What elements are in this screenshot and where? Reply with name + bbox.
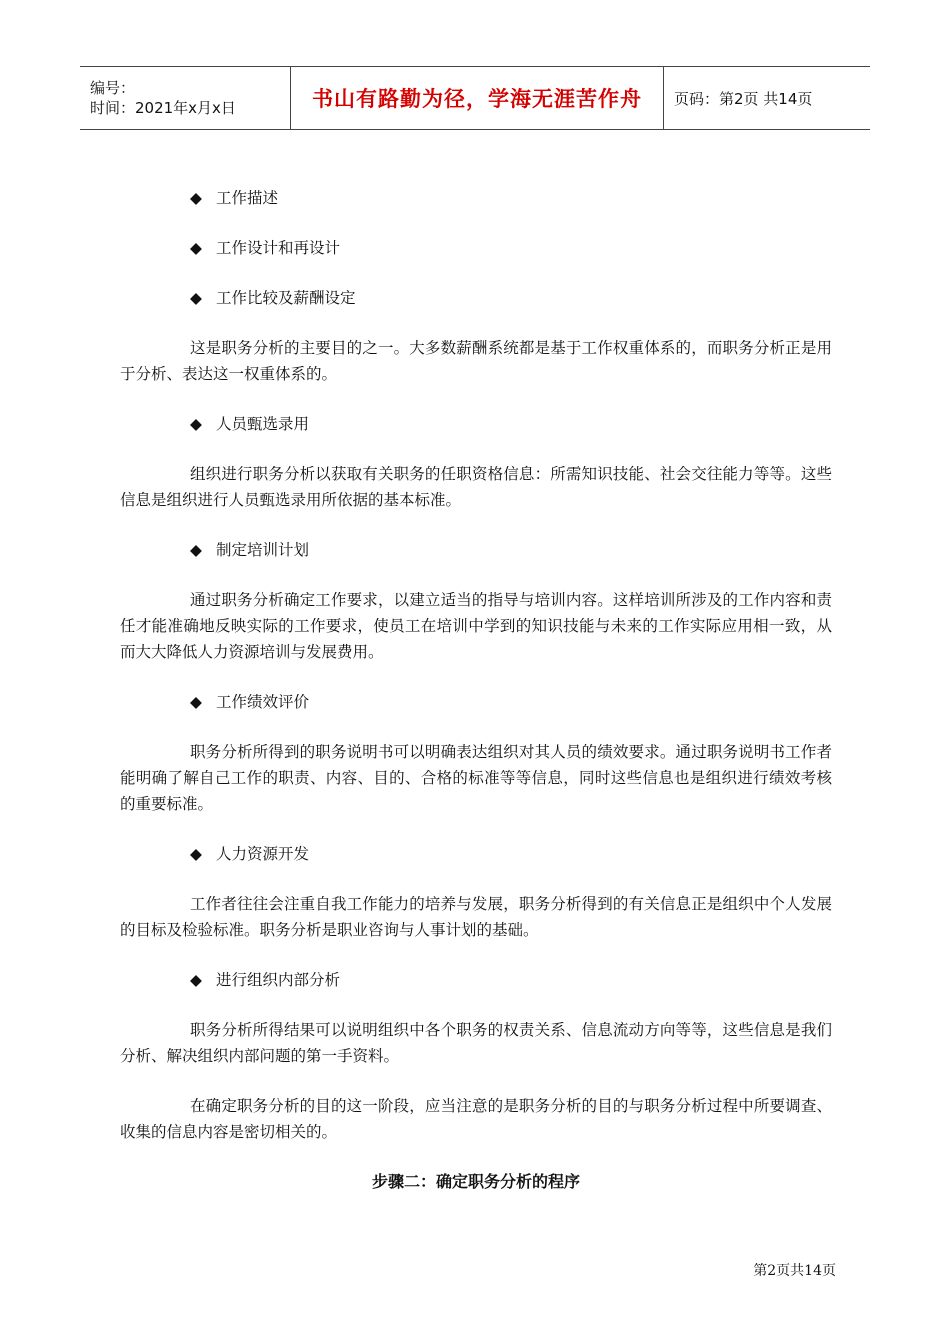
paragraph: 职务分析所得到的职务说明书可以明确表达组织对其人员的绩效要求。通过职务说明书工作者能明确了解自己工作的职责、内容、目的、合格的标准等等信息，同时这些信息也是组织进行绩效考核的重要标准。 [120,743,832,813]
header-number: 编号： [90,79,136,97]
page-header [80,66,870,130]
diamond-bullet-icon: ◆ [190,541,202,559]
bullet-text: 进行组织内部分析 [216,971,341,989]
header-page-cell [664,67,870,129]
bullet-item [120,841,832,867]
bullet-item [120,285,832,311]
bullet-item [120,235,832,261]
bullet-text: 工作比较及薪酬设定 [216,289,356,307]
bullet-item [120,411,832,437]
bullet-text: 工作描述 [216,189,279,207]
document-body [120,185,832,1192]
bullet-text: 制定培训计划 [216,541,310,559]
diamond-bullet-icon: ◆ [190,189,202,207]
bullet-text: 人力资源开发 [216,845,310,863]
diamond-bullet-icon: ◆ [190,845,202,863]
paragraph: 职务分析所得结果可以说明组织中各个职务的权责关系、信息流动方向等等，这些信息是我们分析、解决组织内部问题的第一手资料。 [120,1021,832,1065]
bullet-item [120,689,832,715]
paragraph: 通过职务分析确定工作要求，以建立适当的指导与培训内容。这样培训所涉及的工作内容和责任才能准确地反映实际的工作要求，使员工在培训中学到的知识技能与未来的工作实际应用相一致，从而大大降低人力资源培训与发展费用。 [120,591,832,661]
diamond-bullet-icon: ◆ [190,693,202,711]
page-footer: 第2页共14页 [753,1263,836,1279]
paragraph: 在确定职务分析的目的这一阶段，应当注意的是职务分析的目的与职务分析过程中所要调查、收集的信息内容是密切相关的。 [120,1097,832,1141]
bullet-text: 人员甄选录用 [216,415,310,433]
paragraph: 组织进行职务分析以获取有关职务的任职资格信息：所需知识技能、社会交往能力等等。这些信息是组织进行人员甄选录用所依据的基本标准。 [120,465,832,509]
bullet-item [120,967,832,993]
paragraph: 这是职务分析的主要目的之一。大多数薪酬系统都是基于工作权重体系的，而职务分析正是用于分析、表达这一权重体系的。 [120,339,832,383]
header-motto-cell [291,67,664,129]
section-heading: 步骤二：确定职务分析的程序 [371,1172,580,1191]
diamond-bullet-icon: ◆ [190,289,202,307]
header-time: 时间：2021年x月x日 [90,99,236,117]
bullet-text: 工作绩效评价 [216,693,310,711]
bullet-item [120,537,832,563]
diamond-bullet-icon: ◆ [190,971,202,989]
diamond-bullet-icon: ◆ [190,415,202,433]
header-motto: 书山有路勤为径，学海无涯苦作舟 [312,87,642,111]
header-meta [80,67,291,129]
paragraph: 工作者往往会注重自我工作能力的培养与发展，职务分析得到的有关信息正是组织中个人发展的目标及检验标准。职务分析是职业咨询与人事计划的基础。 [120,895,832,939]
diamond-bullet-icon: ◆ [190,239,202,257]
bullet-item [120,185,832,211]
bullet-text: 工作设计和再设计 [216,239,341,257]
header-page: 页码：第2页 共14页 [674,89,813,108]
